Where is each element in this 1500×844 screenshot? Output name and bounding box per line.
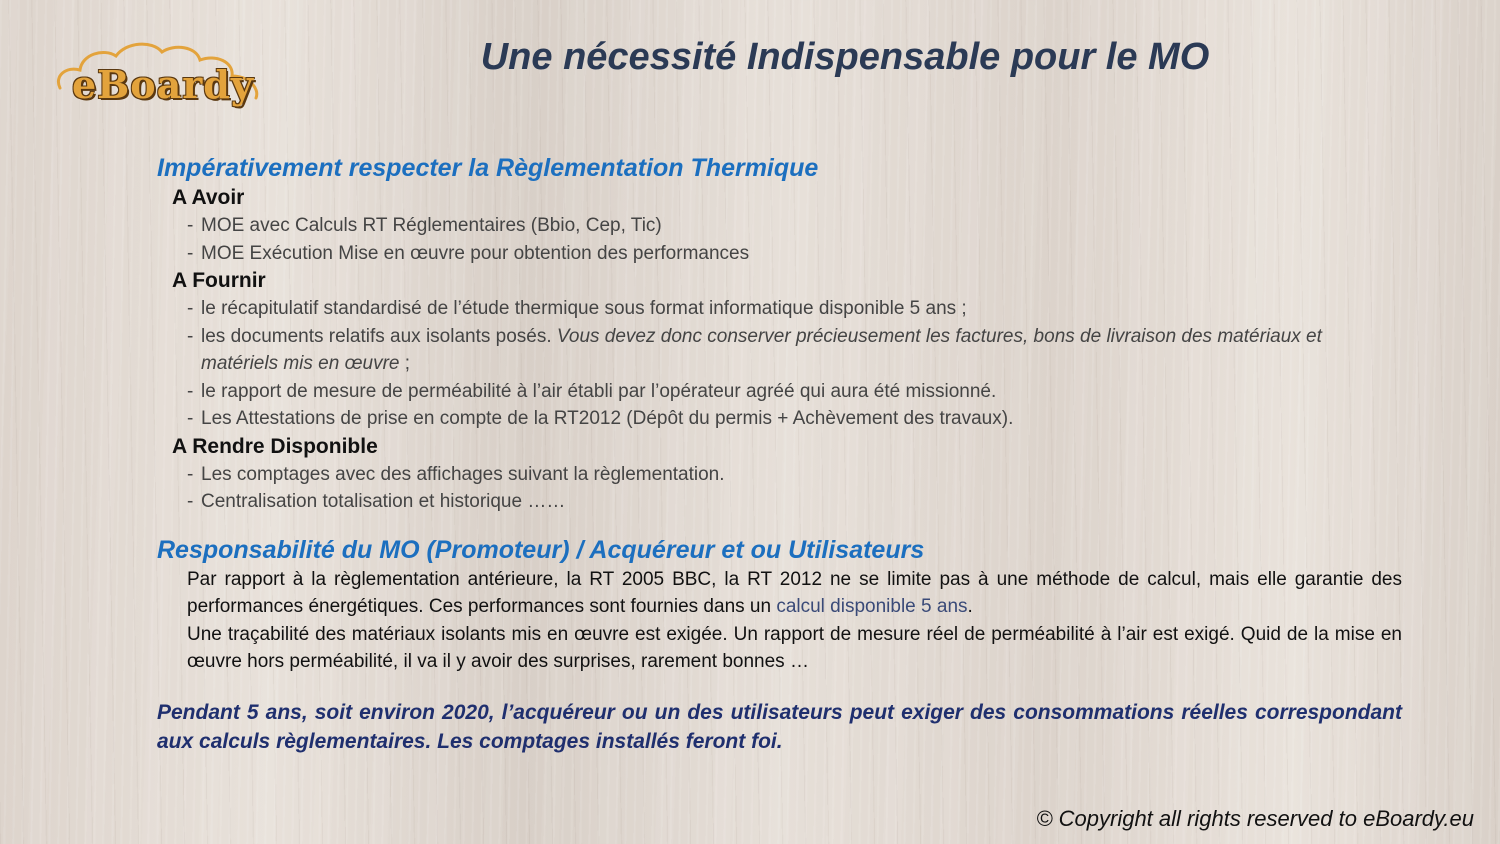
group-title-avoir: A Avoir (172, 186, 245, 209)
list-item: - Centralisation totalisation et historique …… (187, 488, 1402, 516)
mixed-item-italic: Vous devez donc conserver précieusement les factures, bons de livraison des matériaux et matériels mis en œuvre (201, 325, 1322, 374)
list-item: - MOE avec Calculs RT Réglementaires (Bbio, Cep, Tic) (187, 212, 1402, 240)
para1-start: Par rapport à la règlementation antérieure, la RT 2005 BBC, la RT 2012 ne se limite pas à une méthode de calcul, mais elle garantie des performances énergétiques. Ces performances sont fournies dans un (187, 568, 1402, 617)
section-heading-reglementation: Impérativement respecter la Règlementation Thermique (157, 154, 819, 182)
page-title: Une nécessité Indispensable pour le MO (480, 36, 1210, 78)
list-item: - le rapport de mesure de perméabilité à l’air établi par l’opérateur agréé qui aura été missionné. (187, 378, 1402, 406)
list-item: - Les comptages avec des affichages suivant la règlementation. (187, 461, 1402, 489)
group-title-fournir: A Fournir (172, 269, 266, 292)
mixed-item-text: les documents relatifs aux isolants posés. (201, 325, 552, 347)
list-item: - Les Attestations de prise en compte de la RT2012 (Dépôt du permis + Achèvement des travaux). (187, 405, 1402, 433)
paragraph-tracabilite: Une traçabilité des matériaux isolants mis en œuvre est exigée. Un rapport de mesure réel de perméabilité à l’air est exigé. Quid de la mise en œuvre hors perméabilité, il va il y avoir des surprises, rarement bonnes … (187, 623, 1402, 672)
section-heading-responsabilite: Responsabilité du MO (Promoteur) / Acquéreur et ou Utilisateurs (157, 535, 925, 564)
list-rendre-disponible (157, 461, 1402, 516)
paragraph-reglementation (187, 566, 1402, 621)
list-item: - MOE Exécution Mise en œuvre pour obtention des performances (187, 240, 1402, 268)
logo-text: eBoardy (72, 62, 254, 107)
list-avoir (157, 212, 1402, 267)
conclusion: Pendant 5 ans, soit environ 2020, l’acquéreur ou un des utilisateurs peut exiger des consommations réelles correspondant aux calculs règlementaires. Les comptages installés feront foi. (157, 700, 1402, 753)
copyright: © Copyright all rights reserved to eBoardy.eu (1036, 806, 1474, 831)
list-fournir (157, 295, 1402, 433)
group-title-rendre-disponible: A Rendre Disponible (172, 434, 378, 458)
content (157, 152, 1402, 756)
para1-end: . (967, 596, 973, 617)
list-item-mixed (187, 323, 1402, 378)
mixed-item-tail: ; (404, 353, 411, 374)
list-item: - le récapitulatif standardisé de l’étude thermique sous format informatique disponible 5 ans ; (187, 295, 1402, 323)
calcul-disponible-link: calcul disponible 5 ans (776, 596, 968, 617)
